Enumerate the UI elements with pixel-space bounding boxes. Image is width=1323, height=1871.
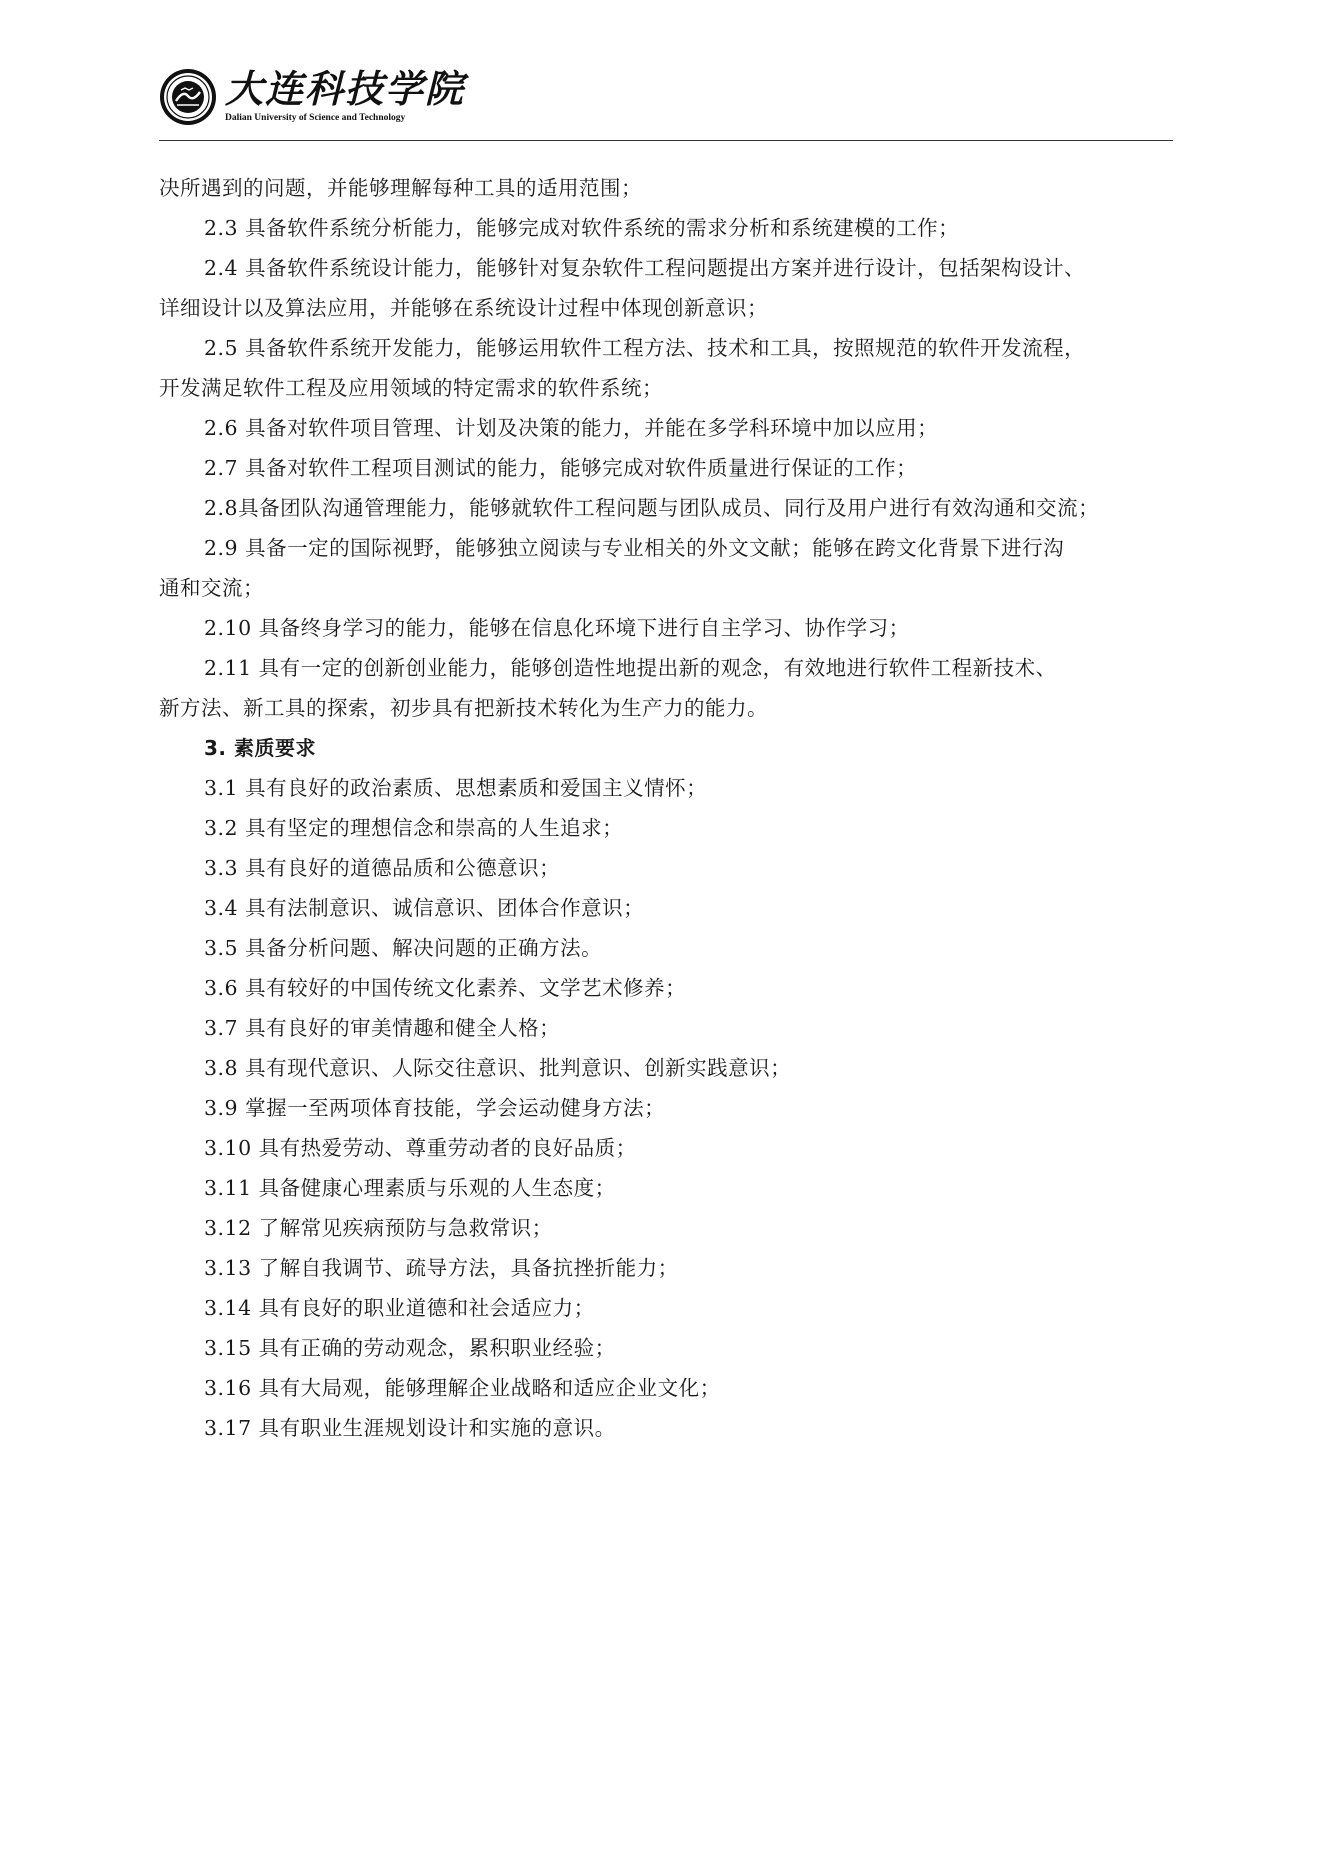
text-line: 3.13 了解自我调节、疏导方法，具备抗挫折能力； — [204, 1256, 679, 1280]
text-line: 3.8 具有现代意识、人际交往意识、批判意识、创新实践意识； — [204, 1056, 792, 1080]
document-body — [159, 168, 1173, 1448]
text-line: 3.5 具备分析问题、解决问题的正确方法。 — [204, 936, 603, 960]
text-line: 2.8具备团队沟通管理能力，能够就软件工程问题与团队成员、同行及用户进行有效沟通和交流； — [204, 496, 1100, 520]
text-line: 3.1 具有良好的政治素质、思想素质和爱国主义情怀； — [204, 776, 708, 800]
text-line: 3.4 具有法制意识、诚信意识、团体合作意识； — [204, 896, 645, 920]
text-line: 2.6 具备对软件项目管理、计划及决策的能力，并能在多学科环境中加以应用； — [204, 416, 939, 440]
section-heading: 3. 素质要求 — [204, 736, 316, 760]
text-line: 2.3 具备软件系统分析能力，能够完成对软件系统的需求分析和系统建模的工作； — [204, 216, 960, 240]
page-header — [159, 60, 1173, 140]
text-line: 详细设计以及算法应用，并能够在系统设计过程中体现创新意识； — [159, 296, 768, 320]
text-line: 3.9 掌握一至两项体育技能，学会运动健身方法； — [204, 1096, 666, 1120]
text-line: 决所遇到的问题，并能够理解每种工具的适用范围； — [159, 176, 642, 200]
text-line: 3.10 具有热爱劳动、尊重劳动者的良好品质； — [204, 1136, 637, 1160]
text-line: 3.15 具有正确的劳动观念，累积职业经验； — [204, 1336, 616, 1360]
text-line: 3.3 具有良好的道德品质和公德意识； — [204, 856, 561, 880]
text-line: 3.17 具有职业生涯规划设计和实施的意识。 — [204, 1416, 616, 1440]
text-line: 3.2 具有坚定的理想信念和崇高的人生追求； — [204, 816, 624, 840]
school-name: 大连科技学院 — [225, 66, 466, 111]
text-line: 通和交流； — [159, 576, 264, 600]
text-line: 3.12 了解常见疾病预防与急救常识； — [204, 1216, 553, 1240]
text-line: 2.10 具备终身学习的能力，能够在信息化环境下进行自主学习、协作学习； — [204, 616, 910, 640]
text-line: 3.14 具有良好的职业道德和社会适应力； — [204, 1296, 595, 1320]
school-name-en: Dalian University of Science and Technology — [225, 113, 406, 123]
text-line: 3.16 具有大局观，能够理解企业战略和适应企业文化； — [204, 1376, 721, 1400]
text-line: 3.7 具有良好的审美情趣和健全人格； — [204, 1016, 561, 1040]
text-line: 3.11 具备健康心理素质与乐观的人生态度； — [204, 1176, 616, 1200]
header-divider — [159, 140, 1173, 141]
text-line: 2.4 具备软件系统设计能力，能够针对复杂软件工程问题提出方案并进行设计，包括架构设计、 — [204, 256, 1086, 280]
text-line: 2.11 具有一定的创新创业能力，能够创造性地提出新的观念，有效地进行软件工程新技术、 — [204, 656, 1057, 680]
university-seal-icon — [159, 68, 217, 126]
text-line: 3.6 具有较好的中国传统文化素养、文学艺术修养； — [204, 976, 687, 1000]
text-line: 2.9 具备一定的国际视野，能够独立阅读与专业相关的外文文献；能够在跨文化背景下进行沟 — [204, 536, 1065, 560]
text-line: 新方法、新工具的探索，初步具有把新技术转化为生产力的能力。 — [159, 696, 768, 720]
text-line: 2.7 具备对软件工程项目测试的能力，能够完成对软件质量进行保证的工作； — [204, 456, 918, 480]
text-line: 2.5 具备软件系统开发能力，能够运用软件工程方法、技术和工具，按照规范的软件开发流程， — [204, 336, 1086, 360]
text-line: 开发满足软件工程及应用领域的特定需求的软件系统； — [159, 376, 663, 400]
